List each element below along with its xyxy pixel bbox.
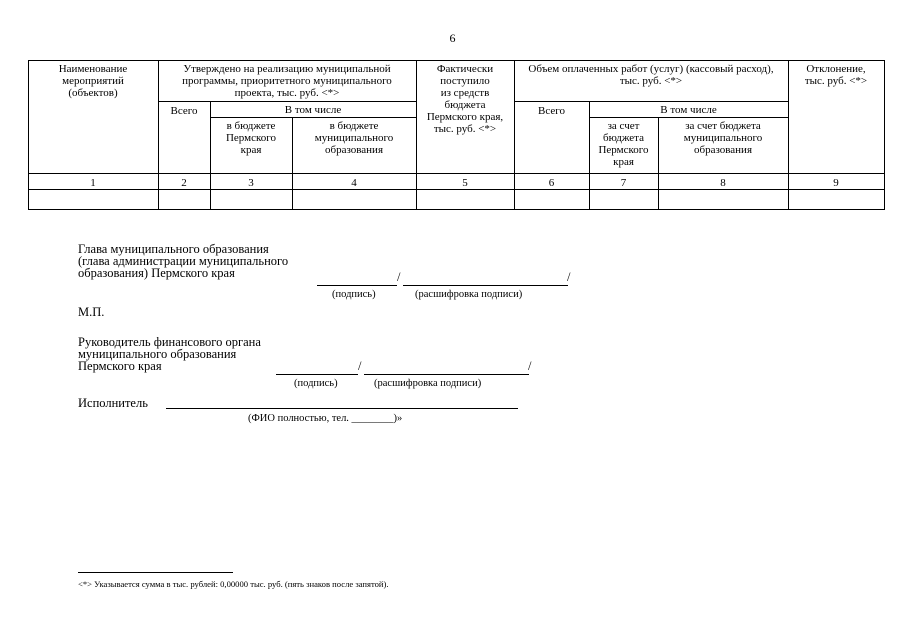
page-number: 6 — [449, 31, 456, 45]
header-municipal-budget: в бюджете муниципального образования — [314, 120, 394, 156]
footnote-rule — [78, 572, 233, 573]
header-total: Всего — [170, 105, 198, 117]
separator-slash: / — [567, 270, 571, 284]
finance-signatory-label: Руководитель финансового органа муниципального образования Пермского края — [78, 335, 261, 373]
report-table — [28, 60, 885, 210]
column-number: 3 — [248, 177, 254, 189]
executor-line — [166, 408, 518, 409]
table-rule — [28, 173, 885, 174]
header-perm-budget: в бюджете Пермского края — [225, 120, 277, 156]
finance-decode-line — [364, 374, 529, 375]
table-rule — [28, 189, 885, 190]
separator-slash: / — [397, 270, 401, 284]
column-number: 8 — [720, 177, 726, 189]
table-border-right — [884, 60, 885, 210]
column-number: 7 — [620, 177, 627, 189]
header-name: Наименование мероприятий (объектов) — [58, 63, 128, 99]
header-deviation: Отклонение, тыс. руб. <*> — [804, 63, 868, 87]
header-perm-budget-2: за счет бюджета Пермского края — [598, 120, 649, 168]
header-total-2: Всего — [538, 105, 565, 117]
head-signature-line — [317, 285, 397, 286]
head-decode-caption: (расшифровка подписи) — [415, 289, 523, 300]
head-sign-caption: (подпись) — [332, 289, 376, 300]
separator-slash: / — [528, 359, 532, 373]
header-approved: Утверждено на реализацию муниципальной программы, приоритетного муниципального проекта, тыс. руб. <*> — [182, 63, 392, 99]
executor-label: Исполнитель — [78, 396, 148, 410]
header-paid: Объем оплаченных работ (услуг) (кассовый расход), тыс. руб. <*> — [528, 63, 774, 87]
column-number: 4 — [351, 177, 357, 189]
column-number: 9 — [833, 177, 839, 189]
footnote: <*> Указывается сумма в тыс. рублей: 0,00000 тыс. руб. (пять знаков после запятой). — [78, 579, 389, 589]
finance-sign-caption: (подпись) — [294, 378, 338, 389]
header-including: В том числе — [284, 104, 342, 116]
head-signatory-label: Глава муниципального образования (глава администрации муниципального образования) Пермского края — [78, 242, 289, 280]
column-number: 1 — [90, 177, 96, 189]
finance-decode-caption: (расшифровка подписи) — [374, 378, 482, 389]
table-border-bottom — [28, 209, 885, 210]
finance-signature-line — [276, 374, 358, 375]
header-municipal-budget-2: за счет бюджета муниципального образования — [683, 120, 763, 156]
separator-slash: / — [358, 359, 362, 373]
header-received: Фактически поступило из средств бюджета Пермского края, тыс. руб. <*> — [426, 63, 504, 135]
header-including-2: В том числе — [660, 104, 717, 116]
head-decode-line — [403, 285, 568, 286]
column-number: 5 — [462, 177, 468, 189]
seal-label: М.П. — [78, 305, 105, 319]
executor-caption: (ФИО полностью, тел. ________)» — [248, 413, 403, 424]
column-number: 2 — [181, 177, 187, 189]
column-number: 6 — [548, 177, 555, 189]
